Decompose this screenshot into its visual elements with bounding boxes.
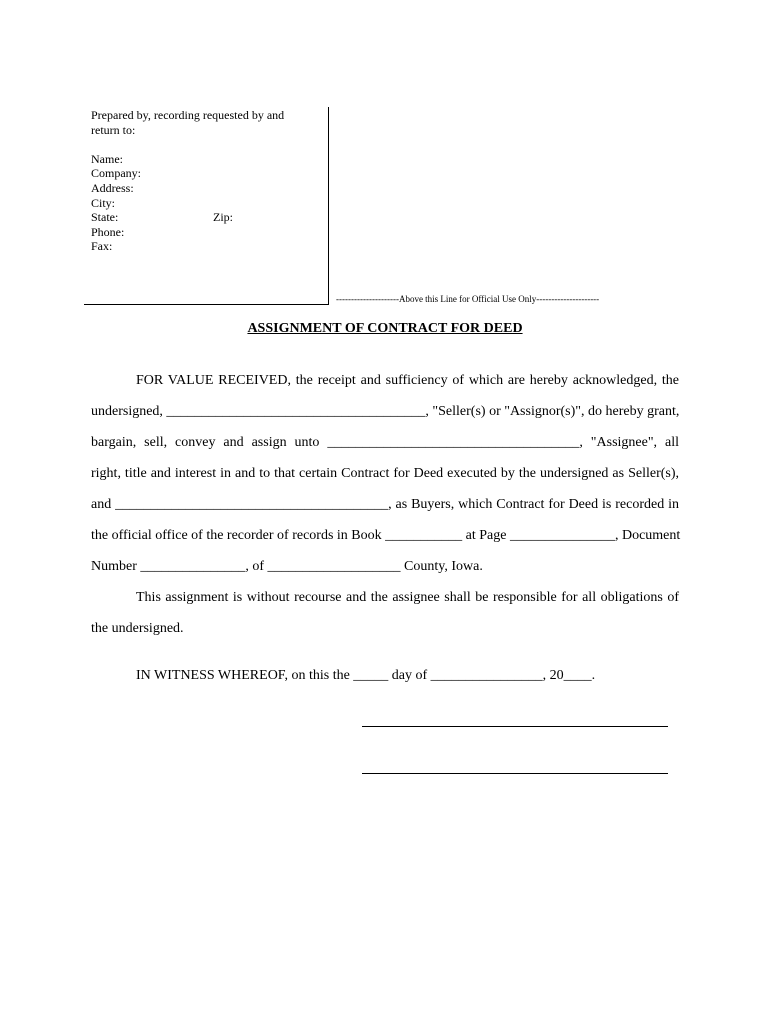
- city-label: City:: [91, 195, 116, 210]
- prepared-by-header-line2: return to:: [91, 122, 136, 137]
- paragraph-witness: [91, 660, 679, 691]
- paragraph-line: bargain, sell, convey and assign unto ____________________________________, "Assignee", all: [91, 435, 679, 450]
- official-use-note: ---------------------Above this Line for Official Use Only---------------------: [336, 294, 600, 304]
- company-label: Company:: [91, 166, 141, 181]
- recording-box-horizontal-rule: [84, 304, 329, 305]
- prepared-by-header-line1: Prepared by, recording requested by and: [91, 108, 285, 122]
- paragraph-line: Number _______________, of ___________________ County, Iowa.: [91, 559, 483, 574]
- witness-line: IN WITNESS WHEREOF, on this the _____ day of ________________, 20____.: [136, 668, 596, 683]
- paragraph-recourse: [91, 582, 679, 644]
- paragraph-line: the official office of the recorder of records in Book ___________ at Page _______________, Document: [91, 528, 681, 543]
- prepared-by-block: [91, 108, 326, 254]
- paragraph-line: right, title and interest in and to that certain Contract for Deed executed by the undersigned as Seller(s),: [91, 466, 679, 481]
- address-label: Address:: [91, 180, 134, 195]
- signature-line-2: [362, 773, 668, 774]
- state-label: State:: [91, 210, 119, 225]
- paragraph-line: and _______________________________________, as Buyers, which Contract for Deed is recorded in: [91, 497, 679, 512]
- recording-box-vertical-rule: [328, 107, 329, 304]
- document-title: ASSIGNMENT OF CONTRACT FOR DEED: [247, 321, 523, 336]
- paragraph-line: undersigned, _____________________________________, "Seller(s) or "Assignor(s)", do hereby grant,: [91, 404, 680, 419]
- zip-label: Zip:: [213, 210, 233, 225]
- name-label: Name:: [91, 151, 123, 166]
- state-zip-row: [91, 210, 326, 225]
- signature-line-1: [362, 726, 668, 727]
- paragraph-line: FOR VALUE RECEIVED, the receipt and sufficiency of which are hereby acknowledged, the: [136, 373, 679, 388]
- phone-label: Phone:: [91, 224, 125, 239]
- paragraph-consideration: [91, 365, 679, 582]
- fax-label: Fax:: [91, 239, 113, 254]
- paragraph-line: This assignment is without recourse and the assignee shall be responsible for all obligations of: [136, 590, 679, 605]
- paragraph-line: the undersigned.: [91, 621, 184, 636]
